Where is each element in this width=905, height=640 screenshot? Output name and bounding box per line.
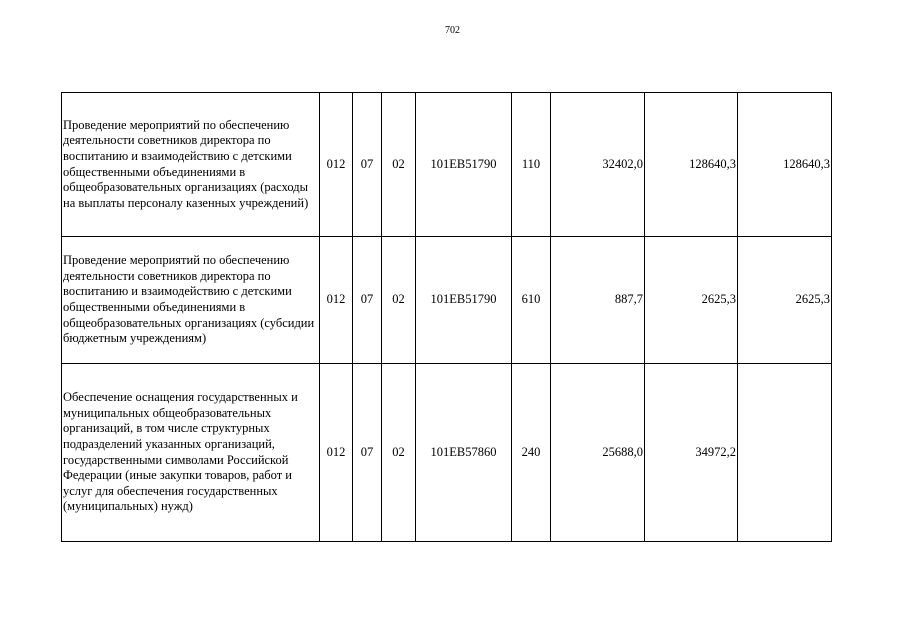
expense-type-code: 610 [512,237,551,364]
budget-table [61,92,832,542]
section-code: 07 [353,93,382,237]
amount-3: 128640,3 [738,93,832,237]
amount-1: 32402,0 [551,93,645,237]
target-article-code: 101EB51790 [416,237,512,364]
amount-3: 2625,3 [738,237,832,364]
target-article-code: 101EB51790 [416,93,512,237]
subsection-code: 02 [382,237,416,364]
amount-2: 2625,3 [645,237,738,364]
table-row [62,93,832,237]
table-row [62,237,832,364]
section-code: 07 [353,364,382,542]
section-code: 07 [353,237,382,364]
ministry-code: 012 [320,364,353,542]
amount-3 [738,364,832,542]
table-row [62,364,832,542]
subsection-code: 02 [382,93,416,237]
amount-1: 25688,0 [551,364,645,542]
amount-2: 34972,2 [645,364,738,542]
page-number: 702 [445,25,460,36]
row-description: Обеспечение оснащения государственных и муниципальных общеобразовательных организаций, в том числе структурных подразделений указанных организаций, государственными символами Российской Федерации (иные закупки товаров, работ и услуг для обеспечения государственных (муниципальных) нужд) [62,364,320,542]
amount-2: 128640,3 [645,93,738,237]
row-description: Проведение мероприятий по обеспечению деятельности советников директора по воспитанию и взаимодействию с детскими общественными объединениями в общеобразовательных организациях (субсидии бюджетным учреждениям) [62,237,320,364]
ministry-code: 012 [320,93,353,237]
row-description: Проведение мероприятий по обеспечению деятельности советников директора по воспитанию и взаимодействию с детскими общественными объединениями в общеобразовательных организациях (расходы на выплаты персоналу казенных учреждений) [62,93,320,237]
target-article-code: 101EB57860 [416,364,512,542]
expense-type-code: 240 [512,364,551,542]
subsection-code: 02 [382,364,416,542]
expense-type-code: 110 [512,93,551,237]
ministry-code: 012 [320,237,353,364]
amount-1: 887,7 [551,237,645,364]
